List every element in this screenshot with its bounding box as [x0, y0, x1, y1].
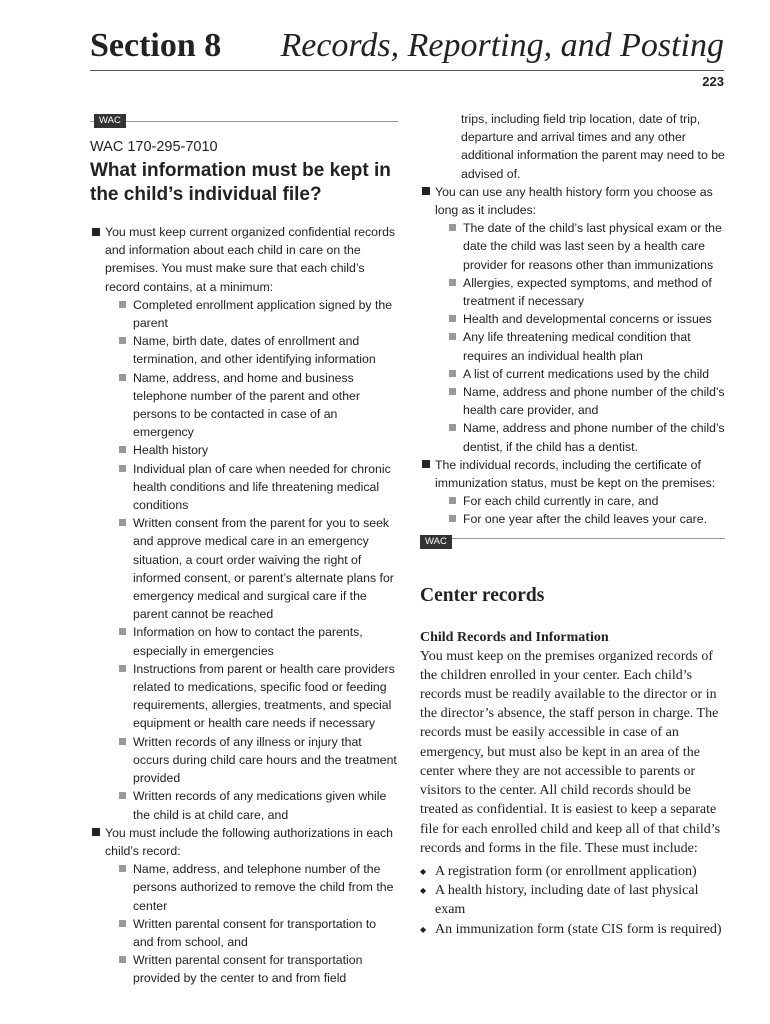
- list-item: Name, address and phone number of the child’s dentist, if the child has a dentist.: [435, 419, 725, 455]
- list-item: Allergies, expected symptoms, and method of treatment if necessary: [435, 274, 725, 310]
- list-item: Name, birth date, dates of enrollment and termination, and other identifying information: [105, 332, 398, 368]
- list-item: Name, address, and telephone number of the persons authorized to remove the child from the center: [105, 860, 398, 915]
- wac-code: WAC 170-295-7010: [90, 139, 218, 155]
- section-label: Section 8: [90, 27, 222, 64]
- list-item: ◆ A registration form (or enrollment application): [420, 862, 725, 881]
- list-item: Written parental consent for transportation provided by the center to and from field: [105, 951, 398, 987]
- right-column: [420, 110, 725, 939]
- sub-list: [435, 219, 725, 456]
- bullet-text: The individual records, including the certificate of immunization status, must be kept on the premises:: [435, 457, 716, 491]
- list-item: Written parental consent for transportation to and from school, and: [105, 915, 398, 951]
- bullet-text: You must keep current organized confidential records and information about each child in care on the premises. You must make sure that each child’s record contains, at a minimum:: [105, 225, 396, 294]
- list-item: [90, 824, 398, 988]
- body-paragraph: You must keep on the premises organized records of the children enrolled in your center. Each child’s records must be readily available to the director or in the director’s absence, the staff person in charge. The records must be easily accessible in case of an emergency, but must also be kept in an area of the center where they are not accessible to parents or visitors to the center. All child records should be treated as confidential. It is easiest to keep a separate file for each enrolled child and keep all of that child’s records and forms in the file. These must include:: [420, 648, 721, 856]
- list-item: ◆ A health history, including date of last physical exam: [420, 881, 725, 919]
- wac-tag: WAC: [420, 535, 452, 549]
- sub-list: [435, 492, 725, 528]
- list-item: Information on how to contact the parents, especially in emergencies: [105, 623, 398, 659]
- list-item: ◆ An immunization form (state CIS form is required): [420, 920, 725, 939]
- list-item: Written consent from the parent for you to seek and approve medical care in an emergency situation, a court order waiving the right of informed consent, or parent’s alternate plans for emergency medical and surgical care if the parent cannot be reached: [105, 514, 398, 623]
- list-item: A list of current medications used by the child: [435, 365, 725, 383]
- wac-divider-top: [90, 114, 398, 128]
- section-question: What information must be kept in the child’s individual file?: [90, 160, 391, 205]
- list-item: Name, address and phone number of the child’s health care provider, and: [435, 383, 725, 419]
- bullet-text: You can use any health history form you choose as long as it includes:: [435, 184, 713, 218]
- list-item: Health history: [105, 441, 398, 459]
- requirements-list: [90, 223, 398, 988]
- bullet-text: You must include the following authorizations in each child’s record:: [105, 825, 394, 858]
- list-item: [420, 456, 725, 529]
- requirements-list-continued: [420, 183, 725, 529]
- list-item: For one year after the child leaves your care.: [435, 510, 725, 528]
- continued-text: trips, including field trip location, date of trip, departure and arrival times and any other additional information the parent may need to be advised of.: [461, 112, 725, 181]
- list-item: Individual plan of care when needed for chronic health conditions and life threatening medical conditions: [105, 460, 398, 515]
- list-item: Written records of any illness or injury that occurs during child care hours and the treatment provided: [105, 733, 398, 788]
- sub-list: [105, 860, 398, 987]
- chapter-title: Records, Reporting, and Posting: [280, 27, 724, 64]
- wac-divider-bottom: [420, 534, 725, 548]
- page-number: 223: [702, 74, 724, 89]
- list-item: Completed enrollment application signed by the parent: [105, 296, 398, 332]
- list-item: [90, 223, 398, 824]
- sub-list: [105, 296, 398, 824]
- diamond-list: [420, 862, 725, 939]
- child-records-subheading: Child Records and Information: [420, 629, 609, 645]
- list-item: Written records of any medications given while the child is at child care, and: [105, 787, 398, 823]
- list-item: The date of the child’s last physical exam or the date the child was last seen by a health care provider for reasons other than immunizations: [435, 219, 725, 274]
- list-item: Health and developmental concerns or issues: [435, 310, 725, 328]
- left-column: [90, 114, 398, 988]
- list-item: Name, address, and home and business telephone number of the parent and other persons to be contacted in case of an emergency: [105, 369, 398, 442]
- list-item: Any life threatening medical condition that requires an individual health plan: [435, 328, 725, 364]
- list-item: [420, 183, 725, 456]
- center-records-heading: Center records: [420, 584, 545, 606]
- list-item: Instructions from parent or health care providers related to medications, specific food or feeding requirements, allergies, treatments, and special equipment or health care needs if necessary: [105, 660, 398, 733]
- list-item: For each child currently in care, and: [435, 492, 725, 510]
- wac-tag: WAC: [94, 114, 126, 128]
- header-rule: [90, 70, 724, 71]
